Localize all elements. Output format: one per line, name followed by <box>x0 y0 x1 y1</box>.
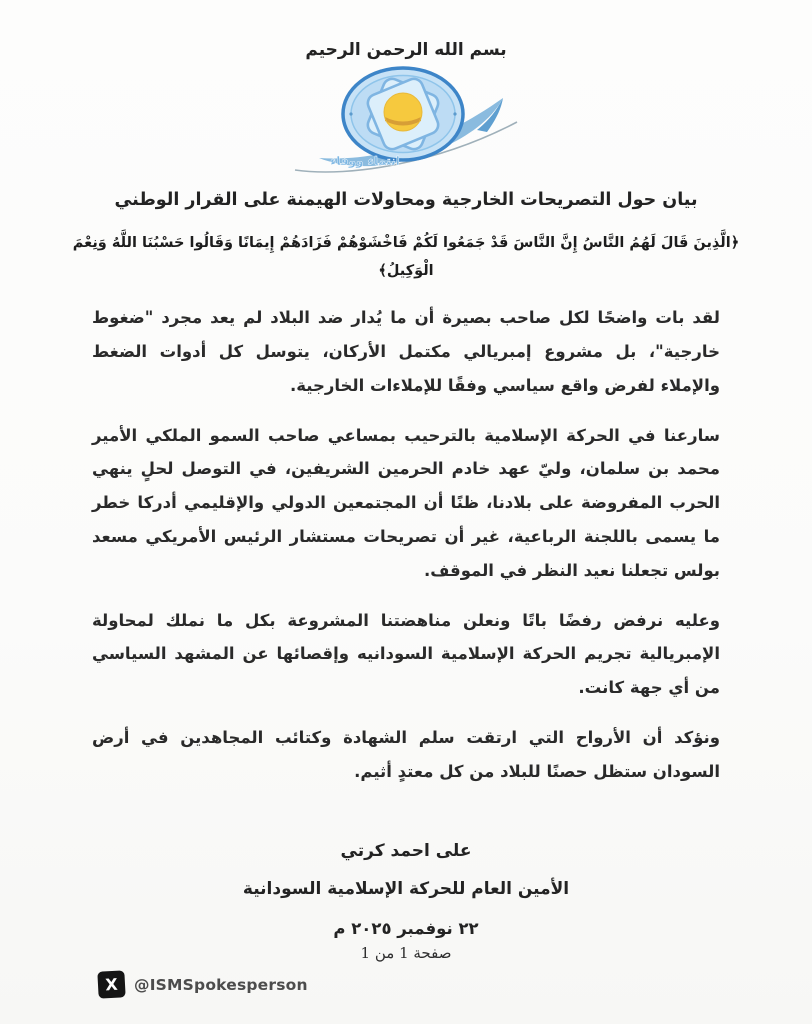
body-paragraph-4: ونؤكد أن الأرواح التي ارتقت سلم الشهادة وكتائب المجاهدين في أرض السودان ستظل حصنًا للبلاد من كل معتدٍ أثيم. <box>92 728 720 781</box>
basmala-text: بسم الله الرحمن الرحيم <box>305 40 507 60</box>
signature-name: على احمد كرتي <box>340 840 472 861</box>
body-paragraph-1: لقد بات واضحًا لكل صاحب بصيرة أن ما يُدار ضد البلاد لم يعد مجرد "ضغوط خارجية"، بل مشروع إمبريالي مكتمل الأركان، يتوسل كل أدوات الضغط والإملاء لفرض واقع سياسي وفقًا للإملاءات الخارجية. <box>92 308 720 395</box>
signature-block <box>0 841 812 938</box>
page-number: صفحة 1 من 1 <box>360 944 452 962</box>
logo-motto: انتماء ووفاء <box>330 154 400 168</box>
signature-role: الأمين العام للحركة الإسلامية السودانية <box>242 878 570 899</box>
body-paragraph-3: وعليه نرفض رفضًا باتًا ونعلن مناهضتنا المشروعة بكل ما نملك لمحاولة الإمبريالية تجريم الحركة الإسلامية السودانيه وإقصائها عن المشهد السياسي من أي جهة كانت. <box>92 610 720 698</box>
signature-date: ٢٢ نوفمبر ٢٠٢٥ م <box>333 918 479 938</box>
statement-body <box>92 301 720 789</box>
organization-logo <box>0 64 812 182</box>
document-title: بيان حول التصريحات الخارجية ومحاولات الهيمنة على القرار الوطني <box>114 190 698 210</box>
body-paragraph-2: سارعنا في الحركة الإسلامية بالترحيب بمساعي صاحب السمو الملكي الأمير محمد بن سلمان، وليّ عهد خادم الحرمين الشريفين، في التوصل لحلٍ ينهي الحرب المفروضة على بلادنا، ظنًا أن المجتمعين الدولي والإقليمي أدركا خطر ما يسمى باللجنة الرباعية، غير أن تصريحات مستشار الرئيس الأمريكي مسعد بولس تجعلنا نعيد النظر في الموقف. <box>92 425 720 580</box>
x-twitter-icon: X <box>97 970 125 998</box>
logo-graphic <box>291 64 521 182</box>
quran-verse: ﴿الَّذِينَ قَالَ لَهُمُ النَّاسُ إِنَّ النَّاسَ قَدْ جَمَعُوا لَكُمْ فَاخْشَوْهُمْ فَزَادَهُمْ إِيمَانًا وَقَالُوا حَسْبُنَا اللَّهُ وَنِعْمَ الْوَكِيلُ﴾ <box>72 235 740 279</box>
social-footer <box>98 971 308 998</box>
social-handle: @ISMSpokesperson <box>134 975 308 994</box>
